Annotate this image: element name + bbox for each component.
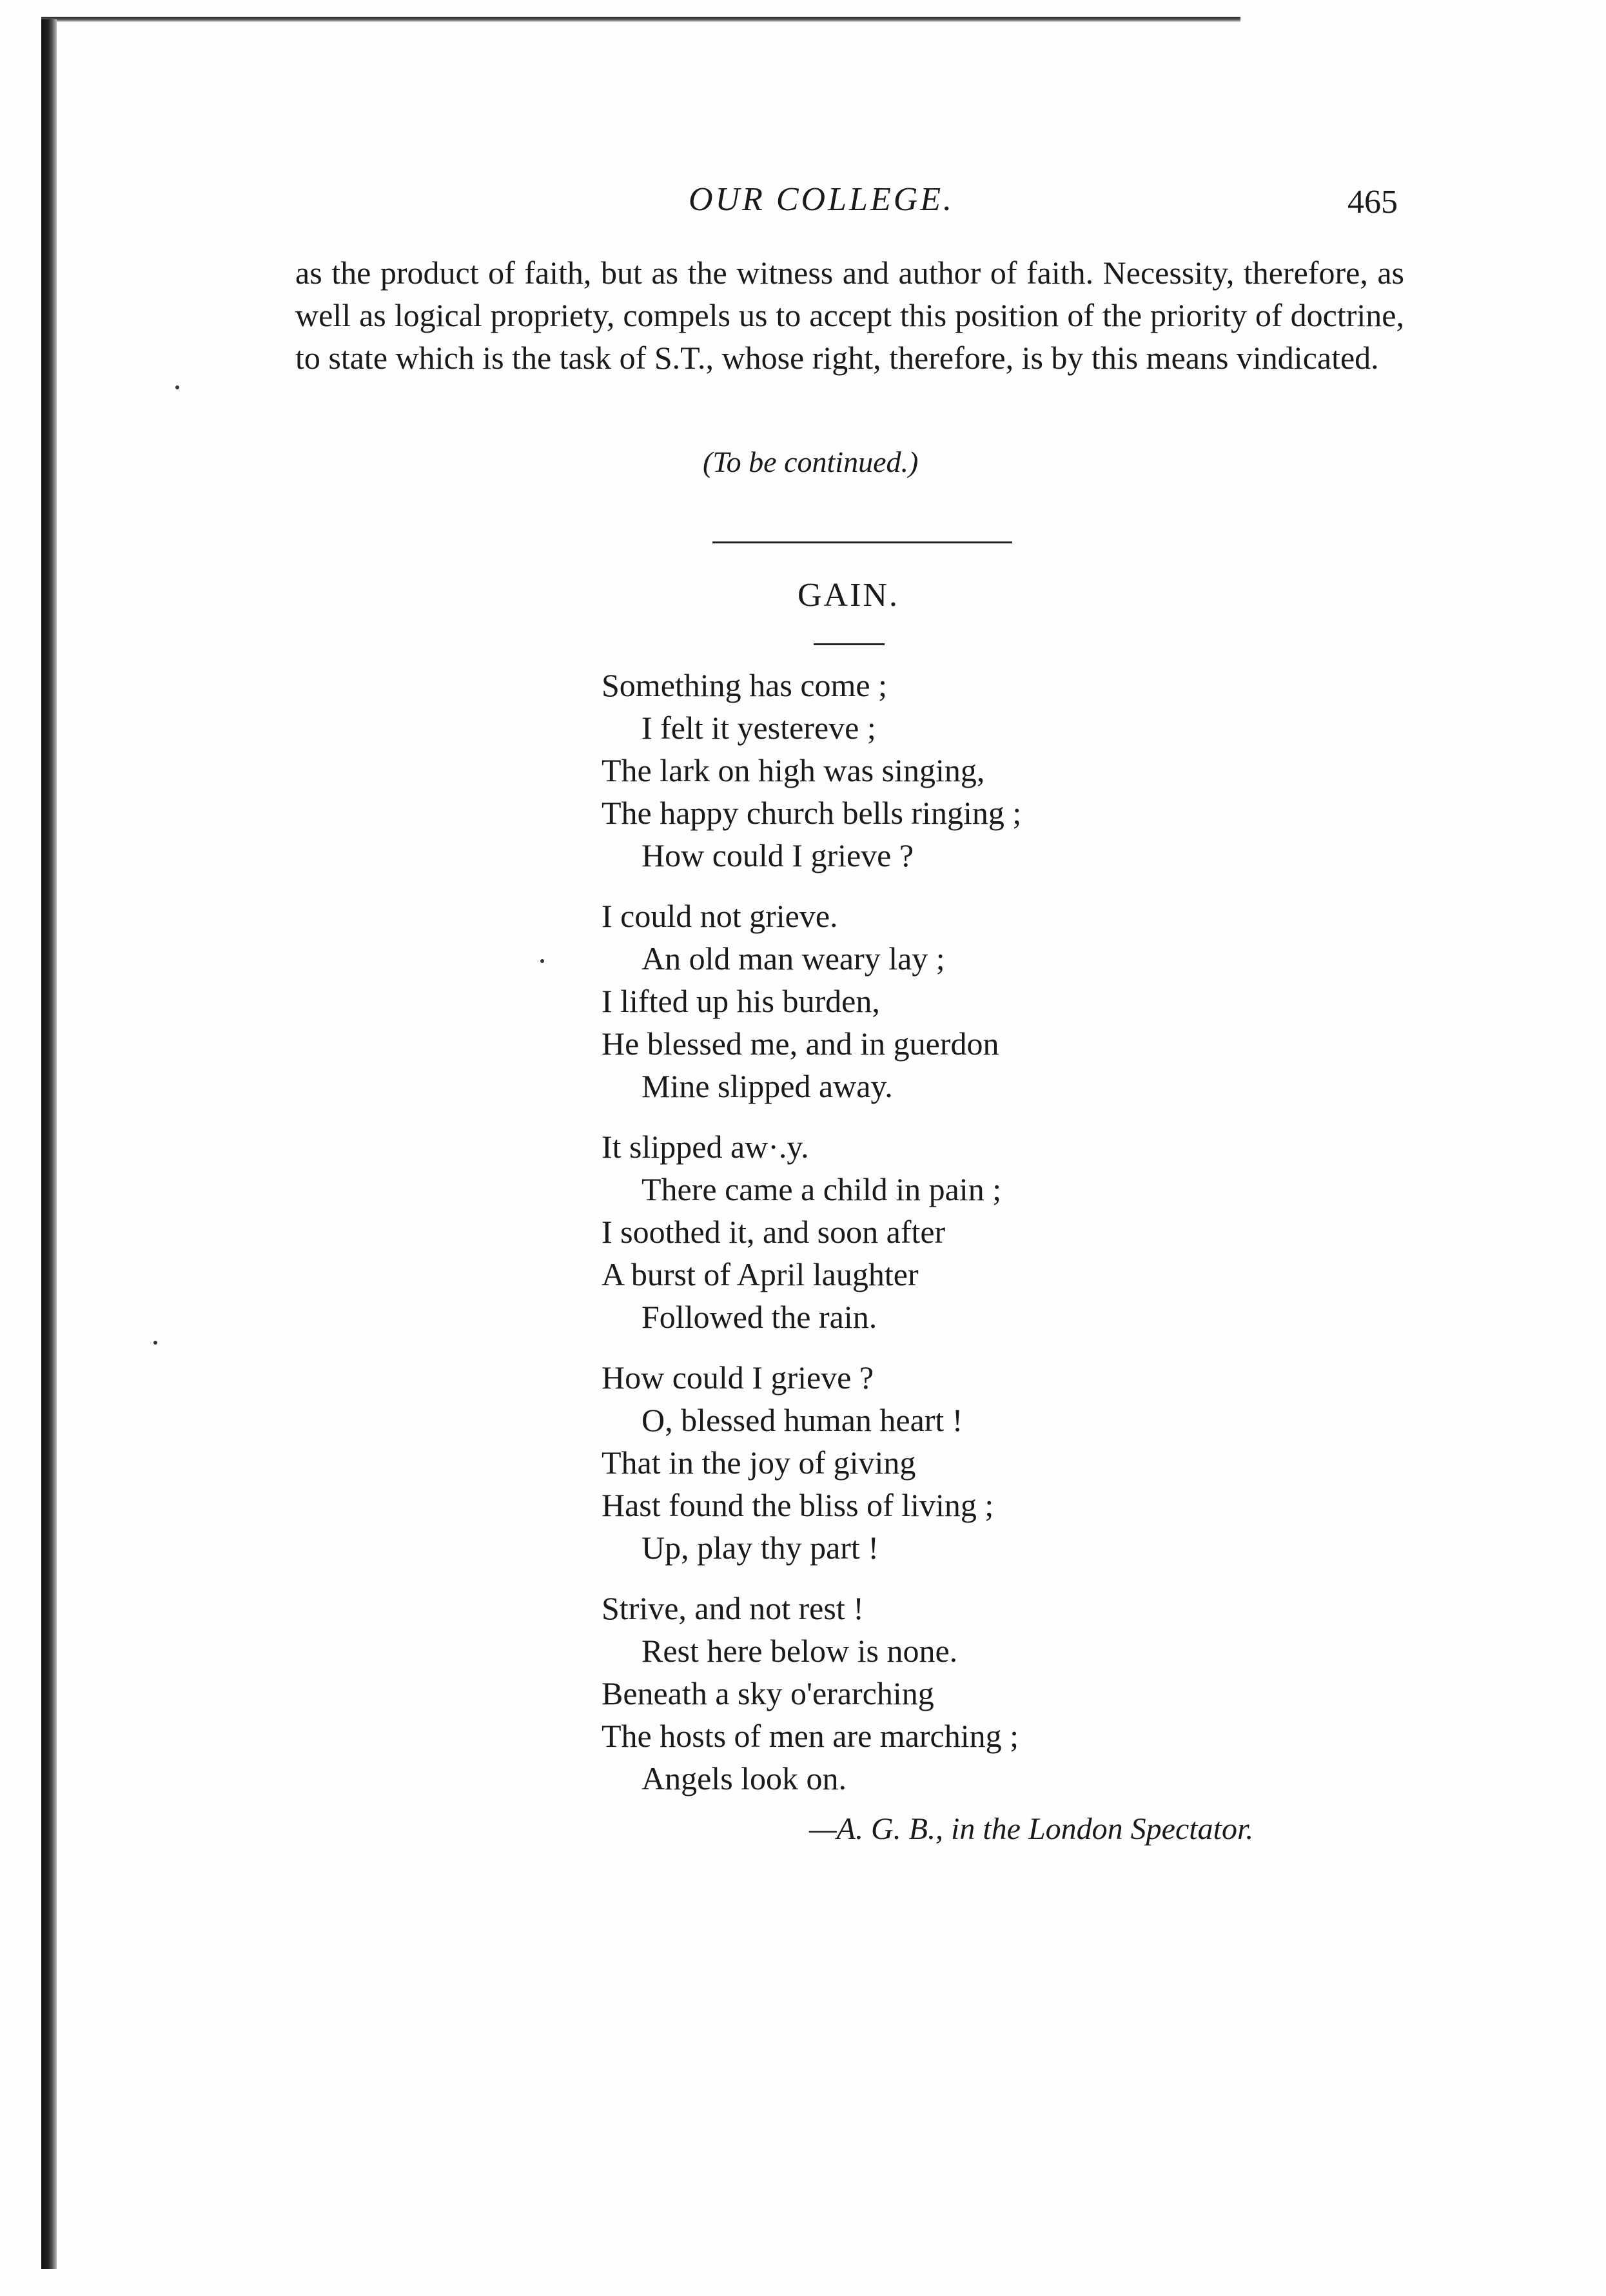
poem-line: Angels look on. — [641, 1760, 847, 1796]
stanza — [602, 1356, 1440, 1569]
poem-line: A burst of April laughter — [602, 1256, 919, 1292]
poem-line: The hosts of men are marching ; — [602, 1718, 1019, 1754]
poem-attribution: —A. G. B., in the London Spectator. — [809, 1812, 1254, 1846]
scan-speck — [153, 1341, 157, 1345]
title-rule — [814, 643, 885, 645]
stanza — [602, 1125, 1440, 1338]
continued-note: (To be continued.) — [703, 445, 919, 478]
poem-line: I lifted up his burden, — [602, 983, 880, 1019]
running-head: OUR COLLEGE. — [689, 181, 955, 218]
poem-line: Mine slipped away. — [641, 1068, 893, 1104]
poem-line: How could I grieve ? — [641, 837, 914, 873]
poem-line: Strive, and not rest ! — [602, 1590, 864, 1626]
section-divider — [712, 541, 1012, 543]
poem-line: How could I grieve ? — [602, 1359, 874, 1396]
stanza — [602, 1587, 1440, 1800]
poem-line: I felt it yestereve ; — [641, 710, 876, 746]
poem-line: I could not grieve. — [602, 898, 838, 934]
poem-line: Beneath a sky o'erarching — [602, 1675, 934, 1711]
poem-line: That in the joy of giving — [602, 1445, 916, 1481]
poem-line: He blessed me, and in guerdon — [602, 1026, 999, 1062]
poem-line: I soothed it, and soon after — [602, 1214, 946, 1250]
scan-speck — [175, 385, 179, 389]
page-number: 465 — [1347, 184, 1398, 220]
poem-line: There came a child in pain ; — [641, 1171, 1002, 1207]
poem-line: The happy church bells ringing ; — [602, 795, 1022, 831]
poem-line: Hast found the bliss of living ; — [602, 1487, 994, 1523]
poem-line: Followed the rain. — [641, 1299, 877, 1335]
poem-title: GAIN. — [798, 577, 899, 614]
stanza — [602, 895, 1440, 1107]
poem-line: Rest here below is none. — [641, 1633, 958, 1669]
scan-binding-edge — [41, 19, 57, 2269]
scan-speck — [540, 959, 544, 963]
poem-line: Something has come ; — [602, 667, 887, 703]
poem-line: The lark on high was singing, — [602, 752, 985, 788]
scan-top-edge — [41, 17, 1240, 22]
poem-line: It slipped aw·.y. — [602, 1129, 809, 1165]
poem-line: An old man weary lay ; — [641, 940, 945, 977]
prose-paragraph: as the product of faith, but as the witness and author of faith. Necessity, therefore, as well as logical propriety, compels us to accept this position of the priority of doctrine, to state which is the task of S.T., whose right, therefore, is by this means vindicated. — [295, 255, 1404, 376]
poem-body — [602, 664, 1440, 1818]
stanza — [602, 664, 1440, 877]
poem-line: O, blessed human heart ! — [641, 1402, 963, 1438]
poem-line: Up, play thy part ! — [641, 1530, 879, 1566]
